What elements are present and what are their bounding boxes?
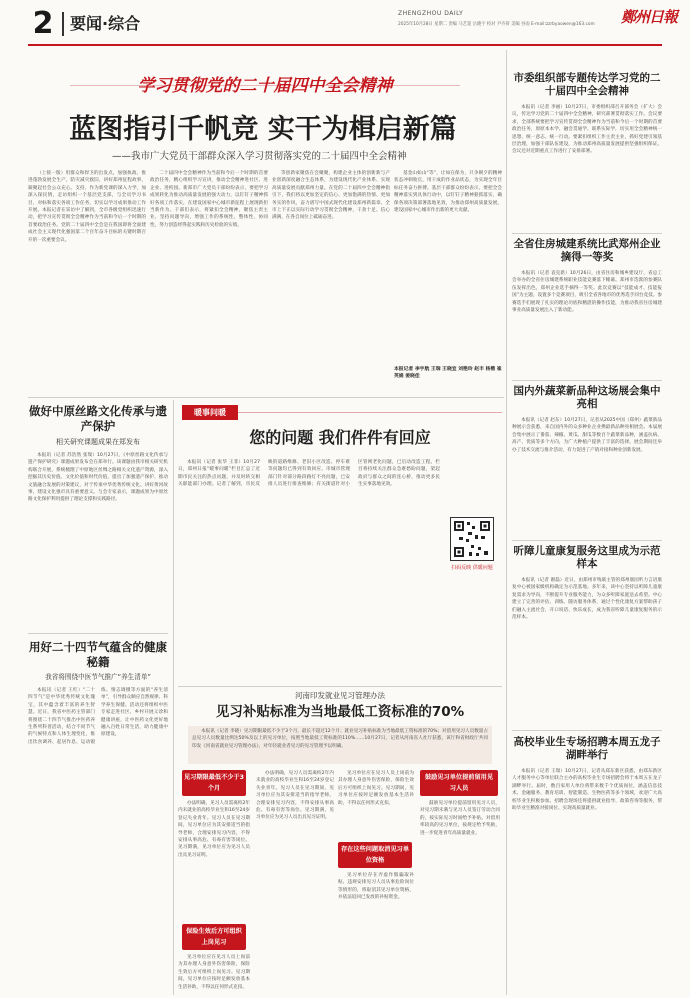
right-article-1 [512,72,662,237]
main-article-col4: 基金山如山“等”，让如在保为，只争朝夕的精神状态冲刺收官，用干成的作业品状态，为实现全年目标任务奋力拼搏。基层干部群众纷纷表示，要把全会精神落实到具体行动中，以钉钉子精神狠抓落实，确保各项决策部署落地见效，为推动郑州高质量发展、建设国家中心城市作出新的更大贡献。 [394,171,502,214]
employment-col1: 办法明确，见习人员需离校2年内未就业的高校毕业生和16至24岁登记失业青年。见习人员在见习期间，见习单位应为其安排适当的指导老师，合理安排见习内容，不得安排从事高危、有毒有害等岗位。见习期满，见习单位应为见习人员出具见习证明。 [178,801,250,858]
subhead-box-1: 见习期限最低不少于3个月 [182,770,246,796]
page-meta: 2025年10月28日 星期二 责编 马艺超 岳晓宇 校对 尹卉荷 美编 谷雨 E-mail:zzrbyaowen@163.com [398,22,595,27]
solar-terms-article [28,640,168,983]
qr-caption: 扫码反映 供暖问题 [451,565,493,571]
page-header [0,0,690,46]
qa-body: 本报讯（记者 张华 王菲）10月27日，郑州日报“暖事问暖”栏目汇总了近期市民关注的热点问题，并及时转交相关职能部门办理。记者了解到，市民反映的道路维修、老旧小区改造、停车难等问题均已得到有效回应。市城市管理部门针对部分路段路灯不亮问题，已安排人员进行排查维修；有关街道针对小区管网老化问题，已启动改造工程。栏目将持续关注群众急难愁盼问题，架起政府与群众之间的连心桥，推动更多民生实事落地见效。 [178,460,440,488]
qa-tag: 暖事问暖 [182,405,238,420]
employment-col1b: 见习单位应在见习人员上岗前为其办理人身意外伤害保险，保险生效后方可组织上岗见习。见习期间，见习单位应按时足额发放基本生活补助，不得以任何形式克扣。 [178,955,250,990]
silkroad-article [28,404,168,624]
right-article-1-title: 市委组织部专题传达学习党的二十届四中全会精神 [513,72,661,97]
right-article-2 [512,238,662,386]
right-article-1-body: 本报讯（记者 李丽）10月27日，市委组织部召开部务会（扩大）会议，传达学习党的二十届四中全会精神，研究部署贯彻落实工作。会议要求，全部系统要把学习宣传贯彻全会精神作为当前和今后一个时期的首要政治任务，原原本本学、融会贯通学、联系实际学，切实用全会精神统一思想、统一意志、统一行动。要紧扣组织工作主责主业，抓好党建引领基层治理，加强干部队伍建设，为推动郑州高质量发展提供坚强组织保证。会议还对近期重点工作进行了安排部署。 [512,105,662,155]
main-article-col3: 等创新家聚焦在会聚聚，构建企业主体的创新新与产业创新深度融合生态体系，为建设现代化产业体系、实现高质量发展贡献郑州力量。在党的二十届四中全会精神指引下，我们将以更加坚定的信心、更加饱满的热情、更加务实的作风，奋力谱写中国式现代化建设郑州新篇章。全市上下正以实际行动学习贯彻全会精神，干劲十足、信心满满，在各自岗位上砥砺奋进。 [272,171,390,221]
masthead-logo: 鄭州日報 [621,8,678,26]
employment-title: 见习补贴标准为当地最低工资标准的70% [215,704,465,720]
qr-code[interactable] [450,517,494,561]
qa-section [178,405,502,629]
main-subhead: ——我市广大党员干部群众深入学习贯彻落实党的二十届四中全会精神 [112,151,407,162]
employment-article [178,690,502,996]
right-article-4-title: 听障儿童康复服务这里成为示范样本 [513,545,661,570]
silkroad-subtitle: 相关研究课题成果在郑发布 [56,438,140,446]
employment-intro: 本报讯（记者 李晓）见习期限最低不少于3个月，最长不超过12个月；就业见习补贴标准为当地最低工资标准的70%；对留用见习人员数量占总见习人员数量比例达50%及以上的见习单位，按照当地最低工资标准的110%……10月27日，记者从河南省人社厅获悉，该厅和省财政厅共同印发《河南省就业见习管理办法》，对年轻就业者见习的见习管理予以明确。 [188,726,492,764]
employment-col3: 见习单位应在见习人员上岗前为其办理人身意外伤害保险，保险生效后方可组织上岗见习。见习期间，见习单位应按时足额发放基本生活补助，不得以任何形式克扣。 [338,771,414,806]
right-article-4 [512,545,662,732]
employment-kicker: 河南印发就业见习管理办法 [295,691,385,700]
subhead-box-2: 保险生效后方可组织上岗见习 [182,924,246,950]
qr-code-icon [451,518,493,560]
solar-terms-subtitle: 我省将围绕中医节气推广“养生清单” [45,673,151,681]
solar-terms-title: 用好二十四节气蕴含的健康秘籍 [29,640,167,669]
right-article-2-body: 本报讯（记者 袁克新）10月26日，由省住房和城乡建设厅、省总工会举办的全省住房城建系统职业技能竞赛落下帷幕。郑州市选派的参赛队伍发挥出色，郑州企业选手摘得一等奖。此次竞赛以“技能成才、技能报国”为主题，设置多个竞赛项目，吸引全省各地市的优秀选手同台竞技。参赛选手们展现了扎实的理论功底和精湛的操作技能，为推动我省住房城建事业高质量发展注入了新动能。 [512,271,662,314]
section-title: 要闻·综合 [70,14,141,33]
qa-title: 您的问题 我们件件有回应 [249,428,431,447]
main-reporters: 本报记者 李宇航 王瑞 王晓宜 刘艳玲 赵丰 杨楷 崔英娟 姜晓佳 [394,367,502,380]
main-headline: 蓝图指引千帆竞 实干为楫启新篇 [69,114,457,145]
employment-col2: 办法明确，见习人员需离校2年内未就业的高校毕业生和16至24岁登记失业青年。见习人员在见习期间，见习单位应为其安排适当的指导老师，合理安排见习内容，不得安排从事高危、有毒有害等岗位。见习期满，见习单位应为见习人员出具见习证明。 [256,771,334,821]
theme-banner [70,72,460,100]
right-article-3-body: 本报讯（记者 赵东）10月27日，记者从2025中国（郑州）蔬菜新品种展示会获悉，来自国内外的众多种业企业携最新品种亮相展会。本届展会集中展示了番茄、辣椒、黄瓜、甜瓜等数百个蔬菜新品种，涵盖抗病、高产、优质等多个方向，为广大种植户提供了丰富的选择。展会期间还举办了技术交流与推介活动，有力促进了产销对接和种业创新发展。 [512,418,662,453]
page-number: 2 [32,6,54,41]
silkroad-body: 本报讯（记者 苏浩然 张瑞）10月27日，《中原丝路文化传承与遗产保护研究》课题成果发布会在郑举行。该课题由我市相关研究机构联合开展，系统梳理了中原地区丝绸之路相关文化遗产资源，深入挖掘其历史价值、文化价值和时代价值，提出了加强遗产保护、推动文旅融合发展的对策建议，对于传承中华优秀传统文化、讲好黄河故事、建设文化强市具有重要意义。与会专家表示，课题成果为中原丝路文化保护利用提供了理论支撑和实践路径。 [28,453,168,503]
subhead-box-3: 存在这些问题取消见习单位资格 [338,842,412,868]
employment-col3b: 见习单位存在弄虚作假骗取补贴、违规安排见习人员从事危险岗位等情形的，将取消其见习单位资格，并依法追回已发放的补贴资金。 [338,873,414,901]
solar-terms-body: 本报讯（记者 王红）“二十四节气”是中华优秀传统文化瑰宝，其中蕴含着丰富的养生智慧。近日，我省中医药主管部门将围绕二十四节气推出中医药养生系列科普活动，结合不同节气的气候特点和人体生理变化，推出饮食调养、起居作息、运动锻炼、情志调摄等方面的“养生清单”，引导群众顺应自然规律、科学养生保健。活动还将组织中医专家走进社区、乡村开展义诊和健康讲座，让中医药文化更好地融入百姓日常生活，助力健康中原建设。 [28,688,168,745]
right-article-5-body: 本报讯（记者 王瑞）10月27日，记者从郑东新区获悉，由郑东新区人才服务中心等单位联合主办的高校毕业生专场招聘会将于本周五在龙子湖畔举行。届时，数百家用人单位将带来数千个优质岗位，涵盖信息技术、金融服务、教育培训、智能制造、生物医药等多个领域，欢迎广大高校毕业生积极参加。招聘会现场还将提供就业指导、政策咨询等服务，帮助毕业生精准对接岗位、实现高质量就业。 [512,769,662,812]
right-article-5 [512,736,662,968]
theme-banner-text: 学习贯彻党的二十届四中全会精神 [137,76,393,96]
right-article-4-body: 本报讯（记者 谢磊）近日，由郑州市残联主管的郑州康园听力言语康复中心被国家级机构确定为示范基地。多年来，该中心坚持以听障儿童康复需求为导向，不断提升专业服务能力，为众多听障家庭送去希望。中心建立了完善的评估、训练、随访服务体系，通过个性化康复方案帮助孩子们融入主流社会，开口说话、快乐成长，成为我省听障儿童康复服务的示范样本。 [512,578,662,621]
employment-col4: 鼓励见习单位提前留用见习人员，对见习期未满与见习人员签订劳动合同的，按实际见习时间给予补贴。对留用率较高的见习单位，按规定给予奖励，进一步促进青年高质量就业。 [420,801,500,836]
right-article-3-title: 国内外蔬菜新品种这场展会集中亮相 [513,385,661,410]
silkroad-title: 做好中原丝路文化传承与遗产保护 [29,404,167,433]
paper-en-name: ZHENGZHOU DAILY [398,10,464,17]
right-article-3 [512,385,662,547]
right-article-2-title: 全省住房城建系统比武郑州企业摘得一等奖 [513,238,661,263]
right-article-5-title: 高校毕业生专场招聘本周五龙子湖畔举行 [513,736,661,761]
main-article-col1: （上接一版）用群众和捍卫的出发点，加强执政、推进蓬勃发展全生产，防灾减灾救旧，讲好郑州征程故事，凝聚起社会公众充心。支持、作为新党课的深入力学，加深入探民情，走访组织一个基层党支部，与全员学习书目，对标和落实各项工作任务，切实以学习成果推动工作开展。本报记者在采访中了解到，全市各级党组织迅速行动，把学习宣传贯彻全会精神作为当前和今后一个时期的首要政治任务。党的二十届四中全会是在我国即将全面建成社会主义现代化强国第二个百年奋斗目标的关键时期召开的一次重要会议。 [28,171,146,243]
main-article-col2: 二十届四中全会精神作为当前和今后一个时期的首要政治任务，精心组织学习宣讲，推动全会精神进社区、进企业、进校园。新郑市广大党员干部纷纷表示，要把学习成果转化为推动高质量发展的强大动力，以钉钉子精神抓好各项工作落实，在建设国家中心城市新征程上展现新担当新作为。干部们表示，将紧扣全会精神，聚焦主责主业，坚持问题导向，增强工作的系统性、整体性、协同性，努力创造经得起实践和历史检验的实绩。 [150,171,268,228]
subhead-box-4: 鼓励见习单位提前留用见习人员 [420,770,498,796]
